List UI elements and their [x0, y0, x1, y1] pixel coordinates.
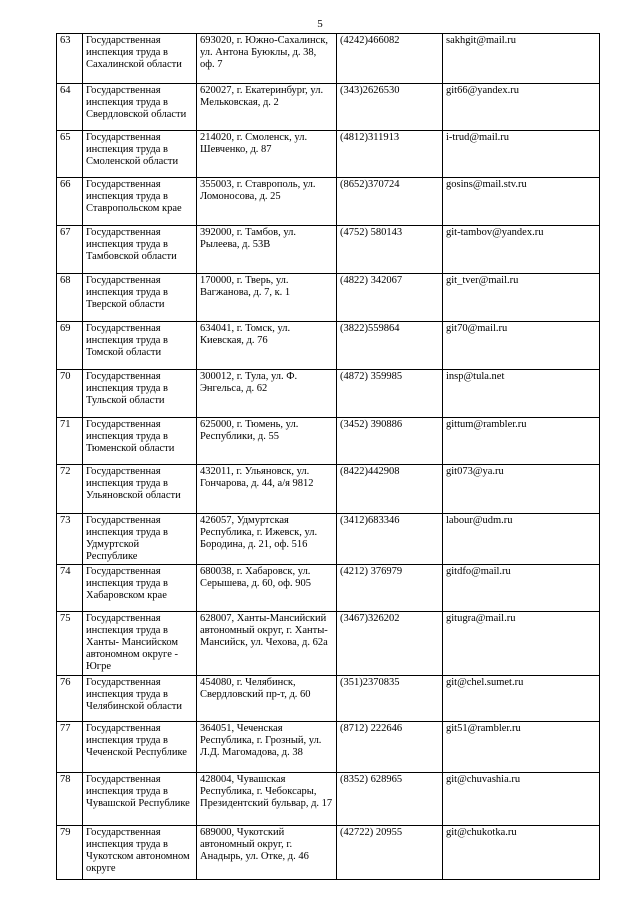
row-number: 75 — [57, 612, 83, 676]
email-address[interactable]: git-tambov@yandex.ru — [443, 226, 600, 274]
inspection-name: Государственная инспекция труда в Чукотском автономном округе — [83, 826, 197, 880]
inspection-name: Государственная инспекция труда в Свердловской области — [83, 84, 197, 131]
email-address[interactable]: git@chuvashia.ru — [443, 773, 600, 826]
phone-number: (8652)370724 — [337, 178, 443, 226]
inspection-name: Государственная инспекция труда в Тульской области — [83, 370, 197, 418]
table-row — [57, 465, 600, 514]
postal-address: 689000, Чукотский автономный округ, г. Анадырь, ул. Отке, д. 46 — [197, 826, 337, 880]
postal-address: 628007, Ханты-Мансийский автономный округ, г. Ханты- Мансийск, ул. Чехова, д. 62а — [197, 612, 337, 676]
table-row — [57, 34, 600, 84]
table-row — [57, 131, 600, 178]
table-row — [57, 226, 600, 274]
email-address[interactable]: labour@udm.ru — [443, 514, 600, 565]
table-row — [57, 565, 600, 612]
phone-number: (42722) 20955 — [337, 826, 443, 880]
postal-address: 426057, Удмуртская Республика, г. Ижевск, ул. Бородина, д. 21, оф. 516 — [197, 514, 337, 565]
email-address[interactable]: insp@tula.net — [443, 370, 600, 418]
postal-address: 625000, г. Тюмень, ул. Республики, д. 55 — [197, 418, 337, 465]
email-address[interactable]: gitugra@mail.ru — [443, 612, 600, 676]
inspection-name: Государственная инспекция труда в Тверской области — [83, 274, 197, 322]
email-address[interactable]: git_tver@mail.ru — [443, 274, 600, 322]
email-address[interactable]: gittum@rambler.ru — [443, 418, 600, 465]
postal-address: 432011, г. Ульяновск, ул. Гончарова, д. 44, а/я 9812 — [197, 465, 337, 514]
row-number: 72 — [57, 465, 83, 514]
inspection-name: Государственная инспекция труда в Сахалинской области — [83, 34, 197, 84]
row-number: 63 — [57, 34, 83, 84]
page-number: 5 — [317, 18, 323, 30]
table-row — [57, 84, 600, 131]
postal-address: 170000, г. Тверь, ул. Вагжанова, д. 7, к. 1 — [197, 274, 337, 322]
email-address[interactable]: sakhgit@mail.ru — [443, 34, 600, 84]
postal-address: 428004, Чувашская Республика, г. Чебоксары, Президентский бульвар, д. 17 — [197, 773, 337, 826]
inspection-name: Государственная инспекция труда в Чеченской Республике — [83, 722, 197, 773]
postal-address: 680038, г. Хабаровск, ул. Серышева, д. 60, оф. 905 — [197, 565, 337, 612]
table-row — [57, 773, 600, 826]
inspection-name: Государственная инспекция труда в Смоленской области — [83, 131, 197, 178]
row-number: 69 — [57, 322, 83, 370]
email-address[interactable]: git@chel.sumet.ru — [443, 676, 600, 722]
phone-number: (8422)442908 — [337, 465, 443, 514]
email-address[interactable]: gitdfo@mail.ru — [443, 565, 600, 612]
row-number: 68 — [57, 274, 83, 322]
phone-number: (4242)466082 — [337, 34, 443, 84]
postal-address: 300012, г. Тула, ул. Ф. Энгельса, д. 62 — [197, 370, 337, 418]
postal-address: 364051, Чеченская Республика, г. Грозный, ул. Л.Д. Магомадова, д. 38 — [197, 722, 337, 773]
table-body — [57, 34, 600, 880]
email-address[interactable]: i-trud@mail.ru — [443, 131, 600, 178]
table-row — [57, 178, 600, 226]
row-number: 66 — [57, 178, 83, 226]
email-address[interactable]: git@chukotka.ru — [443, 826, 600, 880]
row-number: 71 — [57, 418, 83, 465]
inspection-name: Государственная инспекция труда в Тюменской области — [83, 418, 197, 465]
phone-number: (4812)311913 — [337, 131, 443, 178]
phone-number: (343)2626530 — [337, 84, 443, 131]
phone-number: (3467)326202 — [337, 612, 443, 676]
table-row — [57, 612, 600, 676]
phone-number: (3822)559864 — [337, 322, 443, 370]
inspection-name: Государственная инспекция труда в Ханты- Мансийском автономном округе - Югре — [83, 612, 197, 676]
inspection-registry-table — [56, 33, 600, 880]
phone-number: (4822) 342067 — [337, 274, 443, 322]
row-number: 78 — [57, 773, 83, 826]
inspection-name: Государственная инспекция труда в Ульяновской области — [83, 465, 197, 514]
table-row — [57, 514, 600, 565]
email-address[interactable]: gosins@mail.stv.ru — [443, 178, 600, 226]
row-number: 67 — [57, 226, 83, 274]
email-address[interactable]: git073@ya.ru — [443, 465, 600, 514]
phone-number: (351)2370835 — [337, 676, 443, 722]
row-number: 79 — [57, 826, 83, 880]
row-number: 74 — [57, 565, 83, 612]
email-address[interactable]: git66@yandex.ru — [443, 84, 600, 131]
phone-number: (3452) 390886 — [337, 418, 443, 465]
row-number: 77 — [57, 722, 83, 773]
postal-address: 214020, г. Смоленск, ул. Шевченко, д. 87 — [197, 131, 337, 178]
row-number: 70 — [57, 370, 83, 418]
row-number: 64 — [57, 84, 83, 131]
row-number: 76 — [57, 676, 83, 722]
row-number: 65 — [57, 131, 83, 178]
inspection-name: Государственная инспекция труда в Тамбовской области — [83, 226, 197, 274]
postal-address: 634041, г. Томск, ул. Киевская, д. 76 — [197, 322, 337, 370]
phone-number: (4212) 376979 — [337, 565, 443, 612]
phone-number: (8712) 222646 — [337, 722, 443, 773]
phone-number: (4752) 580143 — [337, 226, 443, 274]
postal-address: 355003, г. Ставрополь, ул. Ломоносова, д. 25 — [197, 178, 337, 226]
phone-number: (8352) 628965 — [337, 773, 443, 826]
table-row — [57, 722, 600, 773]
table-row — [57, 826, 600, 880]
table-row — [57, 322, 600, 370]
inspection-name: Государственная инспекция труда в Удмуртской Республике — [83, 514, 197, 565]
inspection-name: Государственная инспекция труда в Ставропольском крае — [83, 178, 197, 226]
table-row — [57, 274, 600, 322]
inspection-name: Государственная инспекция труда в Чувашской Республике — [83, 773, 197, 826]
postal-address: 392000, г. Тамбов, ул. Рылеева, д. 53В — [197, 226, 337, 274]
postal-address: 693020, г. Южно-Сахалинск, ул. Антона Буюклы, д. 38, оф. 7 — [197, 34, 337, 84]
inspection-name: Государственная инспекция труда в Хабаровском крае — [83, 565, 197, 612]
phone-number: (3412)683346 — [337, 514, 443, 565]
email-address[interactable]: git51@rambler.ru — [443, 722, 600, 773]
table-row — [57, 418, 600, 465]
table-row — [57, 676, 600, 722]
inspection-name: Государственная инспекция труда в Томской области — [83, 322, 197, 370]
postal-address: 454080, г. Челябинск, Свердловский пр-т, д. 60 — [197, 676, 337, 722]
inspection-name: Государственная инспекция труда в Челябинской области — [83, 676, 197, 722]
row-number: 73 — [57, 514, 83, 565]
email-address[interactable]: git70@mail.ru — [443, 322, 600, 370]
phone-number: (4872) 359985 — [337, 370, 443, 418]
postal-address: 620027, г. Екатеринбург, ул. Мельковская, д. 2 — [197, 84, 337, 131]
table-row — [57, 370, 600, 418]
